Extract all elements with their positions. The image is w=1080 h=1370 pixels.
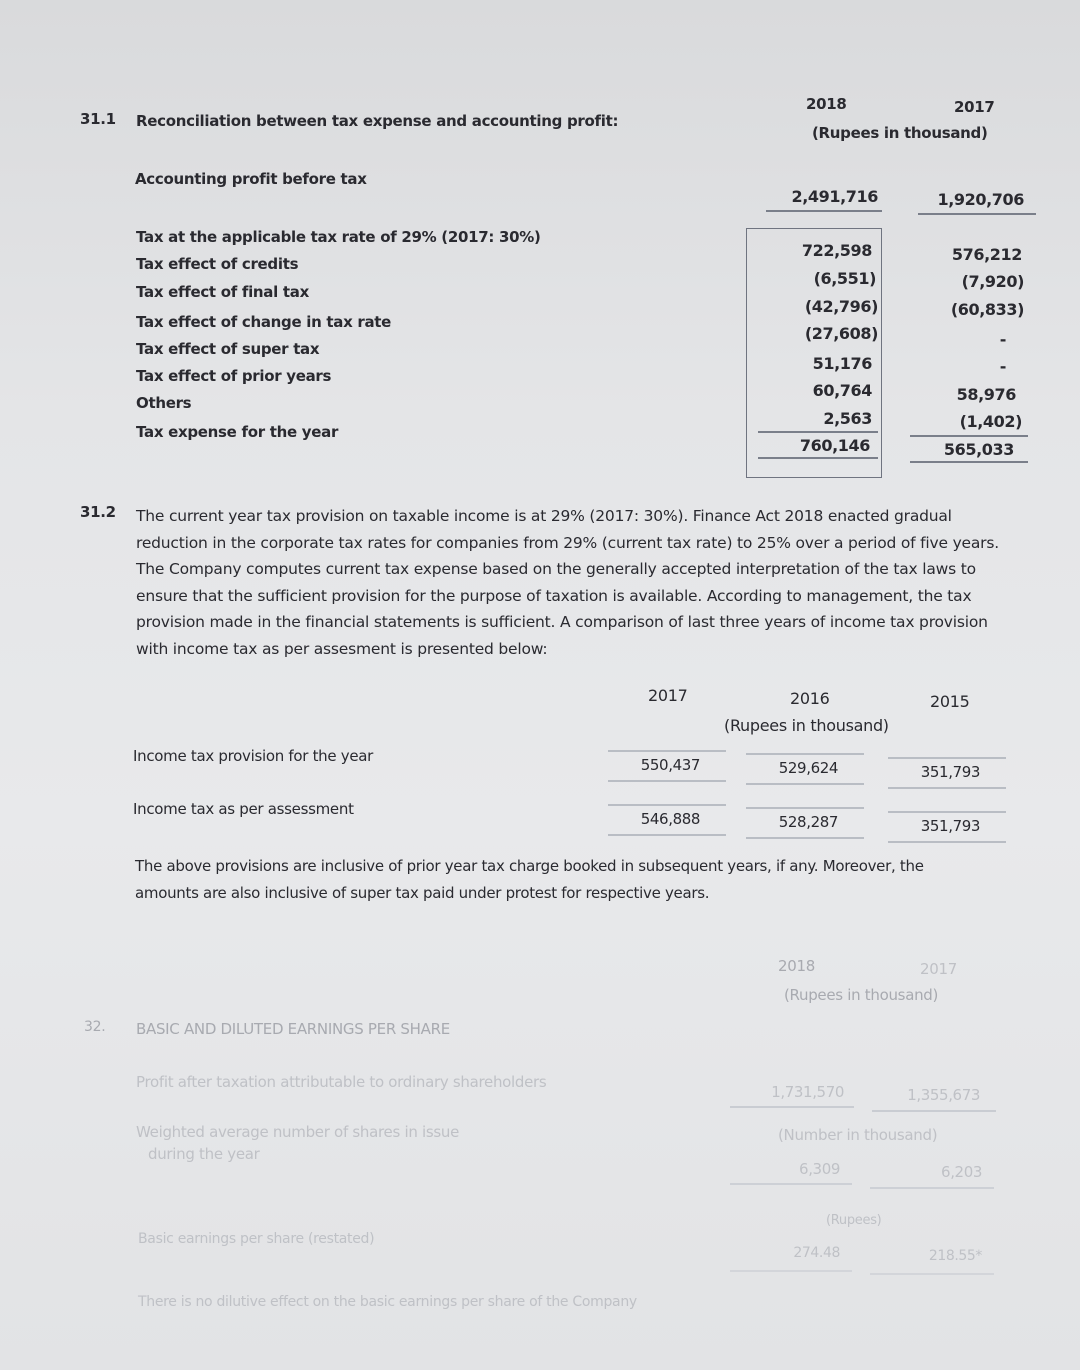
subtotal-line-2017 — [910, 435, 1028, 437]
profit-after-tax-label: Profit after taxation attributable to ordinary shareholders — [136, 1073, 547, 1091]
row-label: Tax effect of prior years — [136, 367, 332, 385]
value-2018: 51,176 — [812, 354, 872, 373]
paragraph-line: The current year tax provision on taxable income is at 29% (2017: 30%). Finance Act 2018 enacted gradual — [136, 507, 952, 525]
unit-label: (Rupees in thousand) — [812, 124, 988, 142]
paragraph-line: reduction in the corporate tax rates for companies from 29% (current tax rate) to 25% over a period of five years. — [136, 533, 999, 552]
section-title-eps: BASIC AND DILUTED EARNINGS PER SHARE — [136, 1020, 450, 1038]
provision-cell-2015 — [888, 757, 1006, 789]
underline-shares-2017 — [870, 1187, 994, 1189]
year-header-2018: 2018 — [806, 95, 847, 113]
note-line: amounts are also inclusive of super tax paid under protest for respective years. — [135, 884, 710, 902]
section-number-31-1: 31.1 — [80, 110, 116, 128]
provision-cell-2016 — [746, 753, 864, 785]
assessment-2017: 546,888 — [640, 810, 700, 828]
paragraph-line: ensure that the sufficient provision for the purpose of taxation is available. According to management, the tax — [136, 586, 972, 605]
eps-2017: 218.55* — [928, 1248, 982, 1264]
year-header-2017: 2017 — [954, 98, 995, 116]
value-2017: (1,402) — [959, 412, 1022, 431]
shares-label-line-2: during the year — [148, 1145, 260, 1163]
row-label: Tax effect of super tax — [136, 340, 320, 358]
paragraph-line: The Company computes current tax expense based on the generally accepted interpretation of the tax laws to — [136, 560, 976, 578]
year-header-2017: 2017 — [648, 686, 688, 705]
year-header-2016: 2016 — [790, 689, 830, 708]
accounting-profit-2017: 1,920,706 — [937, 190, 1024, 209]
value-2017: 576,212 — [951, 245, 1022, 264]
underline-profit-2017 — [872, 1110, 996, 1112]
underline-eps-2018 — [730, 1270, 852, 1272]
eps-label: Basic earnings per share (restated) — [138, 1231, 375, 1247]
value-2017: - — [999, 330, 1006, 349]
provision-label: Income tax provision for the year — [133, 747, 374, 765]
subtotal-line-2018 — [758, 431, 878, 433]
accounting-profit-2018: 2,491,716 — [791, 187, 878, 206]
year-header-2018: 2018 — [778, 957, 815, 975]
provision-cell-2017 — [608, 750, 726, 782]
value-2017: (7,920) — [961, 272, 1024, 291]
profit-after-tax-2017: 1,355,673 — [907, 1086, 980, 1104]
assessment-2015: 351,793 — [920, 817, 980, 835]
note-line: The above provisions are inclusive of prior year tax charge booked in subsequent years, if any. Moreover, the — [135, 857, 924, 875]
value-2018: 722,598 — [801, 241, 872, 260]
value-2018: (42,796) — [804, 297, 878, 316]
provision-2017: 550,437 — [640, 756, 700, 774]
assessment-2016: 528,287 — [778, 813, 838, 831]
shares-2018: 6,309 — [799, 1160, 840, 1178]
eps-2018: 274.48 — [793, 1245, 840, 1261]
unit-label: (Rupees in thousand) — [784, 986, 939, 1004]
section-title-reconciliation: Reconciliation between tax expense and accounting profit: — [136, 112, 619, 130]
paragraph-line: provision made in the financial statements is sufficient. A comparison of last three years of income tax provision — [136, 613, 988, 631]
shares-label-line-1: Weighted average number of shares in issue — [136, 1123, 460, 1141]
provision-2016: 529,624 — [778, 759, 838, 777]
underline-profit-2018 — [766, 210, 882, 212]
section-number-31-2: 31.2 — [80, 503, 116, 521]
assessment-label: Income tax as per assessment — [133, 800, 354, 818]
row-label: Tax expense for the year — [136, 423, 339, 441]
value-2018: 2,563 — [823, 409, 872, 428]
value-2017: 58,976 — [956, 385, 1016, 404]
value-2018: (6,551) — [813, 269, 876, 288]
value-2017: (60,833) — [950, 300, 1024, 319]
value-2017: - — [999, 357, 1006, 376]
total-line-2018 — [758, 457, 878, 459]
row-label: Others — [136, 394, 192, 412]
underline-profit-2017 — [918, 213, 1036, 215]
underline-shares-2018 — [730, 1183, 852, 1185]
shares-2017: 6,203 — [941, 1163, 982, 1181]
row-label: Tax effect of change in tax rate — [136, 313, 392, 331]
value-2018: (27,608) — [804, 324, 878, 343]
row-label: Tax at the applicable tax rate of 29% (2017: 30%) — [136, 228, 541, 246]
tax-expense-2017: 565,033 — [943, 440, 1014, 459]
tax-expense-2018: 760,146 — [799, 436, 870, 455]
paragraph-line: with income tax as per assesment is presented below: — [136, 639, 548, 658]
provision-2015: 351,793 — [920, 763, 980, 781]
dilutive-note: There is no dilutive effect on the basic earnings per share of the Company — [138, 1294, 637, 1310]
tax-provision-paragraph — [136, 503, 1026, 662]
assessment-cell-2015 — [888, 811, 1006, 843]
profit-after-tax-2018: 1,731,570 — [771, 1083, 844, 1101]
total-line-2017 — [910, 461, 1028, 463]
eps-unit-label: (Rupees) — [826, 1213, 882, 1228]
year-header-2015: 2015 — [930, 692, 970, 711]
row-label: Tax effect of final tax — [136, 283, 309, 301]
row-label: Tax effect of credits — [136, 255, 299, 273]
assessment-cell-2017 — [608, 804, 726, 836]
underline-eps-2017 — [870, 1273, 994, 1275]
unit-label: (Rupees in thousand) — [724, 716, 889, 735]
shares-unit-label: (Number in thousand) — [778, 1126, 938, 1144]
accounting-profit-label: Accounting profit before tax — [135, 170, 367, 188]
underline-profit-2018 — [730, 1106, 854, 1108]
value-2018: 60,764 — [812, 381, 872, 400]
section-number-32: 32. — [84, 1019, 106, 1035]
assessment-cell-2016 — [746, 807, 864, 839]
year-header-2017: 2017 — [920, 960, 957, 978]
